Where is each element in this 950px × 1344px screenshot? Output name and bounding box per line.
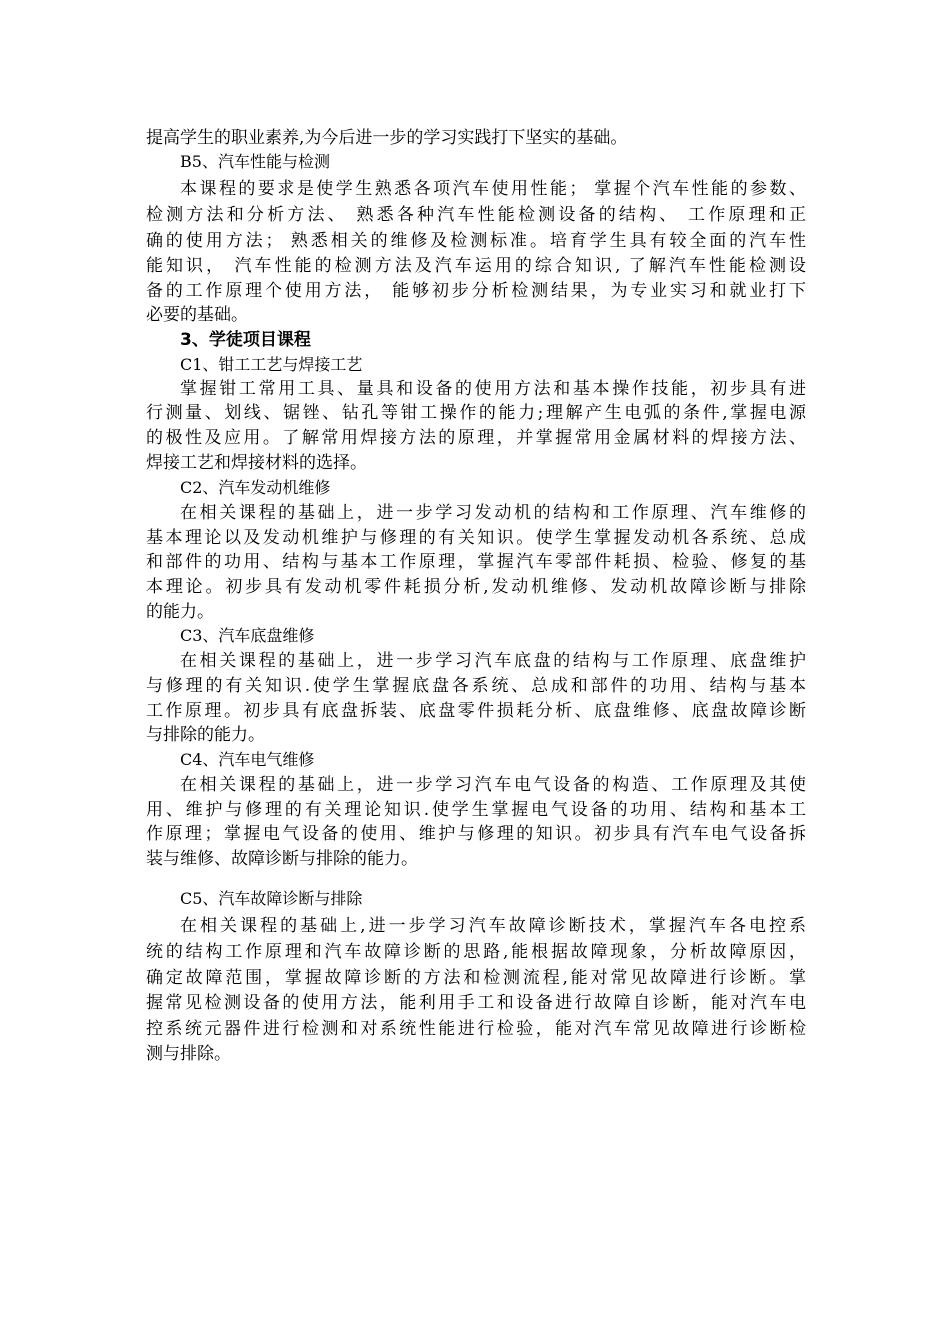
c1-heading: C1、钳工工艺与焊接工艺	[180, 355, 363, 374]
c3-line: 与修理的有关知识.使学生掌握底盘各系统、总成和部件的功用、结构与基本	[146, 676, 806, 696]
c3-line: 工作原理。初步具有底盘拆装、底盘零件损耗分析、底盘维修、底盘故障诊断	[146, 701, 806, 721]
c5-line: 统的结构工作原理和汽车故障诊断的思路,能根据故障现象，分析故障原因，	[146, 942, 806, 962]
c4-line: 装与维修、故障诊断与排除的能力。	[146, 849, 418, 869]
c3-heading: C3、汽车底盘维修	[180, 626, 315, 645]
c1-line: 行测量、划线、锯锉、钻孔等钳工操作的能力;理解产生电弧的条件,掌握电源	[146, 403, 806, 423]
intro-paragraph-tail: 提高学生的职业素养,为今后进一步的学习实践打下坚实的基础。	[146, 128, 628, 148]
c2-line: 的能力。	[146, 602, 214, 622]
c1-line: 掌握钳工常用工具、量具和设备的使用方法和基本操作技能，初步具有进	[180, 379, 806, 399]
c2-line: 本理论。初步具有发动机零件耗损分析,发动机维修、发动机故障诊断与排除	[146, 577, 806, 597]
b5-line: 本课程的要求是使学生熟悉各项汽车使用性能； 掌握个汽车性能的参数、	[180, 179, 806, 199]
c4-heading: C4、汽车电气维修	[180, 750, 315, 769]
c5-line: 控系统元器件进行检测和对系统性能进行检验，能对汽车常见故障进行诊断检	[146, 1019, 806, 1039]
b5-line: 必要的基础。	[146, 305, 248, 325]
c4-line: 在相关课程的基础上，进一步学习汽车电气设备的构造、工作原理及其使	[180, 775, 806, 795]
c3-line: 在相关课程的基础上，进一步学习汽车底盘的结构与工作原理、底盘维护	[180, 651, 806, 671]
c1-line: 的极性及应用。了解常用焊接方法的原理，并掌握常用金属材料的焊接方法、	[146, 428, 806, 448]
b5-heading: B5、汽车性能与检测	[180, 152, 330, 171]
c4-line: 作原理；掌握电气设备的使用、维护与修理的知识。初步具有汽车电气设备拆	[146, 824, 806, 844]
c5-heading: C5、汽车故障诊断与排除	[180, 889, 363, 908]
c5-line: 测与排除。	[146, 1044, 231, 1064]
b5-line: 确的使用方法； 熟悉相关的维修及检测标准。培育学生具有较全面的汽车性	[146, 231, 806, 251]
c5-line: 确定故障范围，掌握故障诊断的方法和检测流程,能对常见故障进行诊断。掌	[146, 968, 806, 988]
c5-line: 在相关课程的基础上,进一步学习汽车故障诊断技术，掌握汽车各电控系	[180, 916, 806, 936]
c4-line: 用、维护与修理的有关理论知识.使学生掌握电气设备的功用、结构和基本工	[146, 800, 806, 820]
c3-line: 与排除的能力。	[146, 725, 265, 745]
c2-line: 基本理论以及发动机维护与修理的有关知识。使学生掌握发动机各系统、总成	[146, 528, 806, 548]
c2-line: 和部件的功用、结构与基本工作原理，掌握汽车零部件耗损、检验、修复的基	[146, 552, 806, 572]
b5-line: 能知识， 汽车性能的检测方法及汽车运用的综合知识, 了解汽车性能检测设	[146, 256, 806, 276]
c5-line: 握常见检测设备的使用方法，能利用手工和设备进行故障自诊断，能对汽车电	[146, 993, 806, 1013]
b5-line: 备的工作原理个使用方法， 能够初步分析检测结果，为专业实习和就业打下	[146, 281, 806, 301]
c2-heading: C2、汽车发动机维修	[180, 478, 331, 497]
c2-line: 在相关课程的基础上，进一步学习发动机的结构和工作原理、汽车维修的	[180, 503, 806, 523]
b5-line: 检测方法和分析方法、 熟悉各种汽车性能检测设备的结构、 工作原理和正	[146, 205, 806, 225]
section-3-heading: 3、学徒项目课程	[180, 330, 311, 350]
c1-line: 焊接工艺和焊接材料的选择。	[146, 453, 367, 473]
